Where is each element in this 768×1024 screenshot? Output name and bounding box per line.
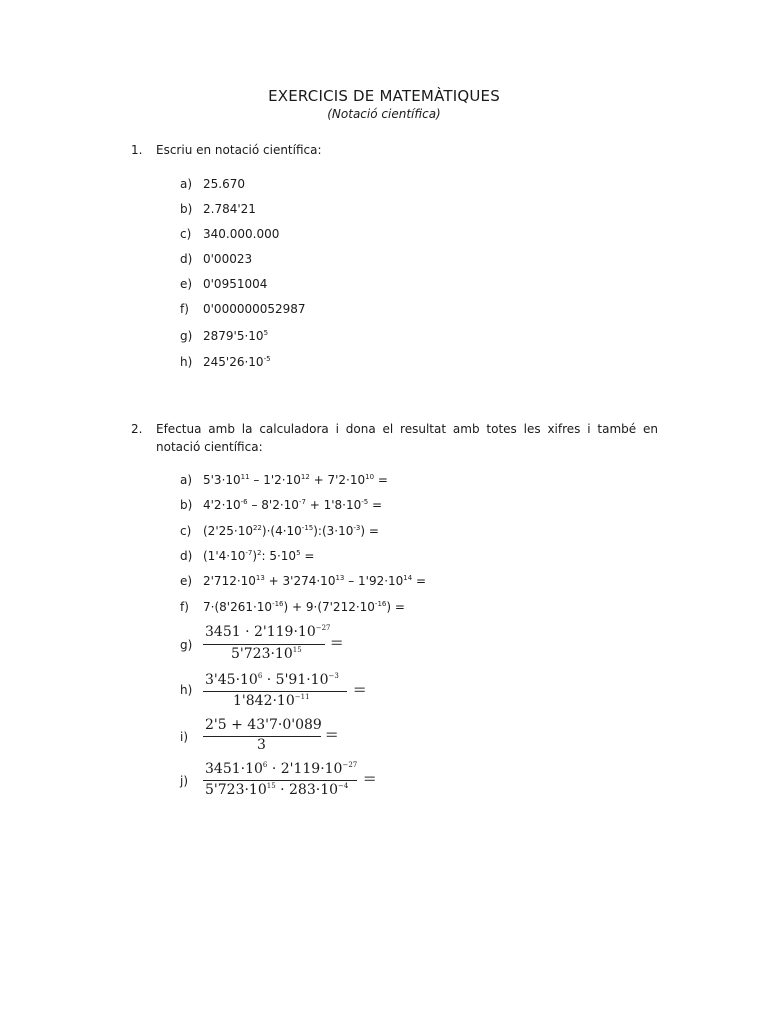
item-label: c) xyxy=(180,227,192,241)
item-expression: $5'3\cdot 10^{11} - 1'2\cdot 10^{12} + 7'2\cdot 10^{10}$ = xyxy=(203,473,388,487)
fraction-expression xyxy=(203,761,403,801)
item-value: 0'000000052987 xyxy=(203,302,306,316)
equals-sign: = xyxy=(325,725,339,744)
item-expression: $(2'25\cdot 10^{22})\cdot(4\cdot 10^{-15}):(3\cdot 10^{-3})$ = xyxy=(203,524,379,538)
question-1-number: 1. xyxy=(131,143,143,157)
item-label: d) xyxy=(180,549,193,563)
fraction-numerator: 2'5 + 43'7·0'089 xyxy=(205,717,322,733)
item-label: a) xyxy=(180,177,193,191)
equals-sign: = xyxy=(363,769,377,788)
fraction-denominator: $5'723\cdot 10^{15} \cdot 283\cdot 10^{-4}$ xyxy=(205,782,349,798)
fraction-numerator: $3451 \cdot 2'119\cdot 10^{-27}$ xyxy=(205,624,331,640)
item-label: f) xyxy=(180,600,189,614)
fraction-bar xyxy=(203,691,347,692)
item-label: h) xyxy=(180,683,193,697)
item-value: 2.784'21 xyxy=(203,202,256,216)
equals-sign: = xyxy=(330,633,344,652)
fraction-numerator: $3451\cdot 10^6 \cdot 2'119\cdot 10^{-27}$ xyxy=(205,761,358,777)
item-label: a) xyxy=(180,473,193,487)
item-label: d) xyxy=(180,252,193,266)
item-expression: $7\cdot(8'261\cdot 10^{-16}) + 9\cdot(7'212\cdot 10^{-16})$ = xyxy=(203,600,405,614)
fraction-bar xyxy=(203,644,325,645)
item-value: 25.670 xyxy=(203,177,245,191)
fraction-denominator: $5'723\cdot 10^{15}$ xyxy=(231,646,302,662)
page-subtitle: (Notació científica) xyxy=(327,107,441,121)
fraction-numerator: $3'45\cdot 10^6 \cdot 5'91\cdot 10^{-3}$ xyxy=(205,672,339,688)
item-expression: $2'712\cdot 10^{13} + 3'274\cdot 10^{13} - 1'92\cdot 10^{14}$ = xyxy=(203,574,427,588)
question-2-text-line2: notació científica: xyxy=(156,440,263,454)
fraction-expression xyxy=(203,672,403,712)
item-expression: $(1'4\cdot 10^{-7})^2$: $5\cdot 10^5$ = xyxy=(203,549,315,563)
item-label: b) xyxy=(180,498,193,512)
item-label: h) xyxy=(180,355,193,369)
fraction-bar xyxy=(203,780,357,781)
item-label: f) xyxy=(180,302,189,316)
fraction-denominator: $1'842\cdot 10^{-11}$ xyxy=(233,693,310,709)
fraction-expression xyxy=(203,624,403,664)
question-2-text-line1: Efectua amb la calculadora i dona el resultat amb totes les xifres i també en xyxy=(156,422,658,436)
fraction-expression xyxy=(203,717,403,757)
question-1-text: Escriu en notació científica: xyxy=(156,143,322,157)
item-value: 0'0951004 xyxy=(203,277,268,291)
item-label: e) xyxy=(180,574,193,588)
item-value: 0'00023 xyxy=(203,252,253,266)
fraction-denominator: 3 xyxy=(257,737,266,753)
item-label: e) xyxy=(180,277,193,291)
item-label: i) xyxy=(180,730,189,744)
item-value: 340.000.000 xyxy=(203,227,280,241)
item-label: g) xyxy=(180,329,193,343)
item-label: j) xyxy=(180,774,189,788)
item-label: g) xyxy=(180,638,193,652)
item-value: $2879'5\cdot 10^5$ xyxy=(203,329,269,343)
item-value: $245'26\cdot 10^{-5}$ xyxy=(203,355,271,369)
question-2-number: 2. xyxy=(131,422,143,436)
equals-sign: = xyxy=(353,680,367,699)
page-title: EXERCICIS DE MATEMÀTIQUES xyxy=(268,87,500,105)
item-label: c) xyxy=(180,524,192,538)
item-expression: $4'2\cdot 10^{-6} - 8'2\cdot 10^{-7} + 1'8\cdot 10^{-5}$ = xyxy=(203,498,383,512)
item-label: b) xyxy=(180,202,193,216)
